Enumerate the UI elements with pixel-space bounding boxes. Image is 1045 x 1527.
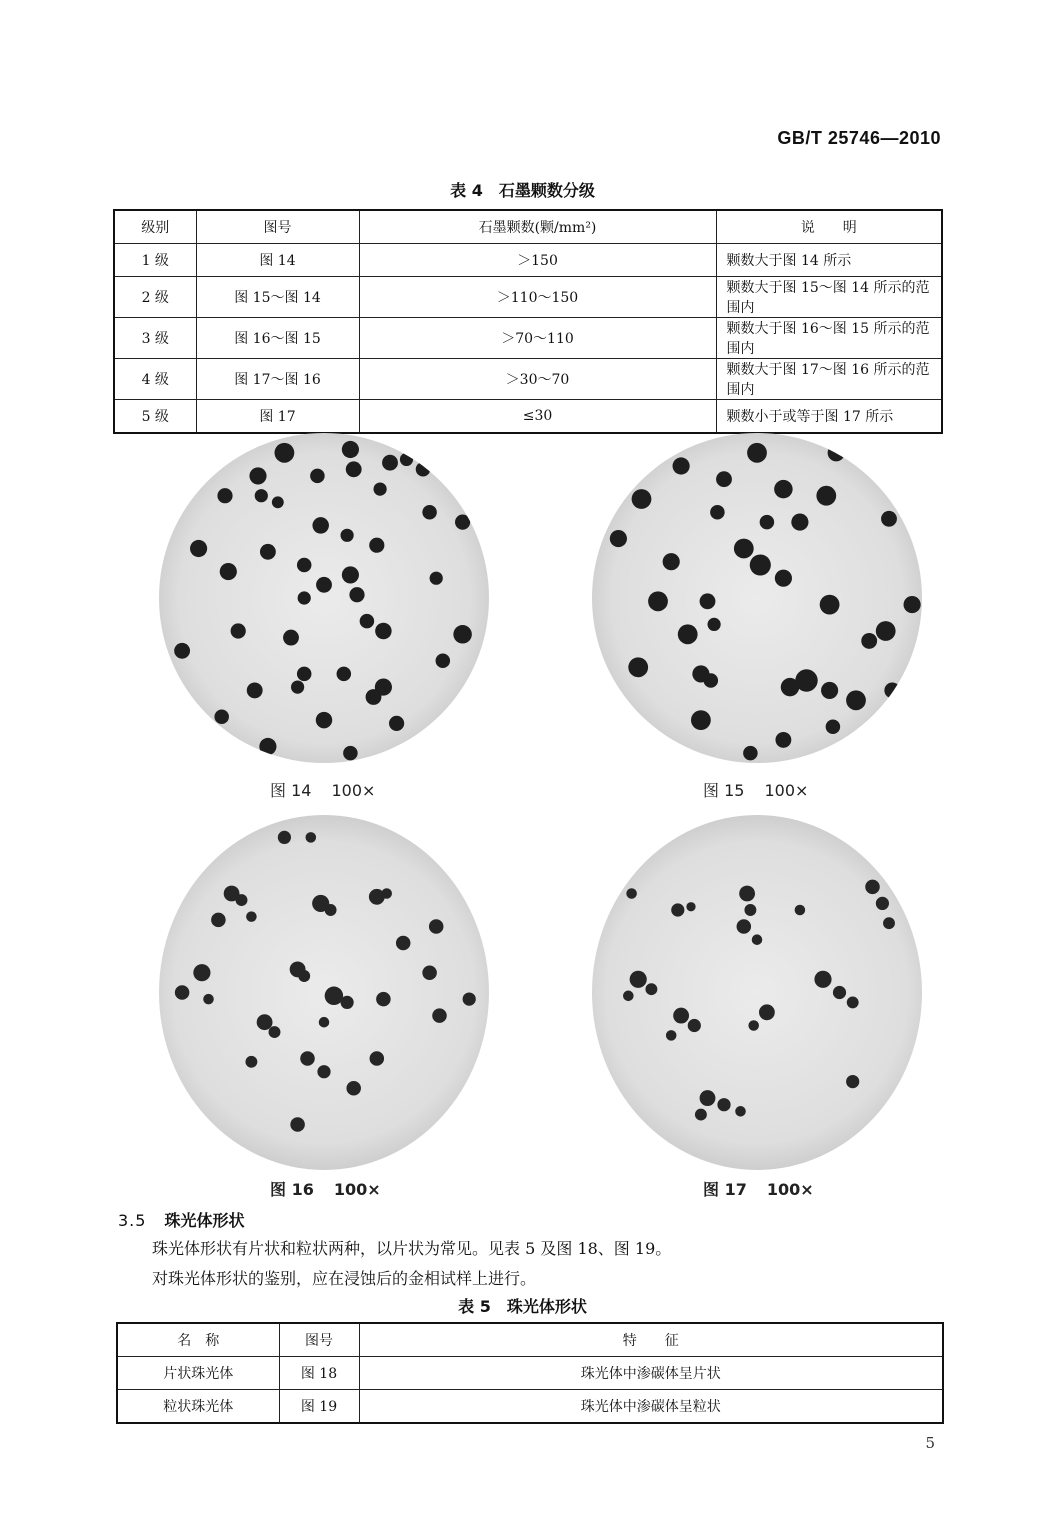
table-cell: 图 17～图 16 (196, 359, 359, 400)
paragraph: 对珠光体形状的鉴别，应在浸蚀后的金相试样上进行。 (152, 1269, 537, 1288)
table5-caption: 表 5 珠光体形状 (458, 1297, 587, 1316)
figure-caption-fig15 (703, 778, 808, 801)
micrograph-fig14 (159, 433, 489, 763)
table-cell: 5 级 (114, 400, 196, 434)
micrograph-fig17 (592, 815, 922, 1170)
figure-magnification: 100× (333, 1180, 381, 1199)
table-cell: ≤30 (359, 400, 716, 434)
table4-header-cell: 级别 (114, 210, 196, 244)
table-cell: ＞150 (359, 244, 716, 277)
table4-caption: 表 4 石墨颗数分级 (450, 181, 595, 200)
table-cell: 1 级 (114, 244, 196, 277)
micrograph-fig16 (159, 815, 489, 1170)
table-cell: 粒状珠光体 (117, 1390, 279, 1424)
table-cell: 3 级 (114, 318, 196, 359)
table-cell: 颗数小于或等于图 17 所示 (716, 400, 942, 434)
table-cell: 图 16～图 15 (196, 318, 359, 359)
figure-magnification: 100× (331, 781, 376, 800)
table-cell: 图 18 (279, 1357, 359, 1390)
table-row (114, 359, 942, 400)
micrograph-fig15 (592, 433, 922, 763)
figure-caption-fig16 (270, 1177, 381, 1200)
table-cell: 珠光体中渗碳体呈片状 (359, 1357, 943, 1390)
table-cell: 珠光体中渗碳体呈粒状 (359, 1390, 943, 1424)
table-cell: 片状珠光体 (117, 1357, 279, 1390)
figure-label: 图 17 (703, 1180, 747, 1199)
table-cell: 图 17 (196, 400, 359, 434)
standard-code: GB/T 25746—2010 (777, 128, 941, 148)
graphite-nodules-fig16 (159, 815, 489, 1170)
table-cell: 颗数大于图 15～图 14 所示的范围内 (716, 277, 942, 318)
table5-header-cell: 特 征 (359, 1323, 943, 1357)
figure-caption-fig14 (270, 778, 375, 801)
table4-header-row (114, 210, 942, 244)
section-heading (118, 1208, 244, 1231)
table5-header-cell: 图号 (279, 1323, 359, 1357)
graphite-nodules-fig14 (159, 433, 489, 763)
table-cell: ＞30～70 (359, 359, 716, 400)
graphite-nodules-fig17 (592, 815, 922, 1170)
table-row (114, 244, 942, 277)
table5 (116, 1322, 944, 1424)
table-cell: 颗数大于图 16～图 15 所示的范围内 (716, 318, 942, 359)
table-row (114, 318, 942, 359)
figure-magnification: 100× (766, 1180, 814, 1199)
section-number: 3.5 (118, 1211, 147, 1230)
graphite-nodules-fig15 (592, 433, 922, 763)
table5-header-cell: 名 称 (117, 1323, 279, 1357)
paragraph: 珠光体形状有片状和粒状两种，以片状为常见。见表 5 及图 18、图 19。 (152, 1239, 672, 1258)
table-row (114, 277, 942, 318)
table5-header-row (117, 1323, 943, 1357)
table-cell: 图 19 (279, 1390, 359, 1424)
figure-label: 图 14 (270, 781, 312, 800)
table-row (117, 1390, 943, 1424)
table-row (114, 400, 942, 434)
table-cell: 图 15～图 14 (196, 277, 359, 318)
table-cell: 2 级 (114, 277, 196, 318)
figure-magnification: 100× (764, 781, 809, 800)
table4-header-cell: 说 明 (716, 210, 942, 244)
figure-caption-fig17 (703, 1177, 814, 1200)
table-cell: ＞70～110 (359, 318, 716, 359)
page-number: 5 (925, 1434, 935, 1452)
section-title: 珠光体形状 (164, 1211, 245, 1230)
table-cell: 颗数大于图 14 所示 (716, 244, 942, 277)
table4-header-cell: 石墨颗数(颗/mm²) (359, 210, 716, 244)
table-cell: ＞110～150 (359, 277, 716, 318)
figure-label: 图 15 (703, 781, 745, 800)
table-cell: 颗数大于图 17～图 16 所示的范围内 (716, 359, 942, 400)
table4 (113, 209, 943, 434)
table4-header-cell: 图号 (196, 210, 359, 244)
table-cell: 图 14 (196, 244, 359, 277)
figure-label: 图 16 (270, 1180, 314, 1199)
table-cell: 4 级 (114, 359, 196, 400)
table-row (117, 1357, 943, 1390)
